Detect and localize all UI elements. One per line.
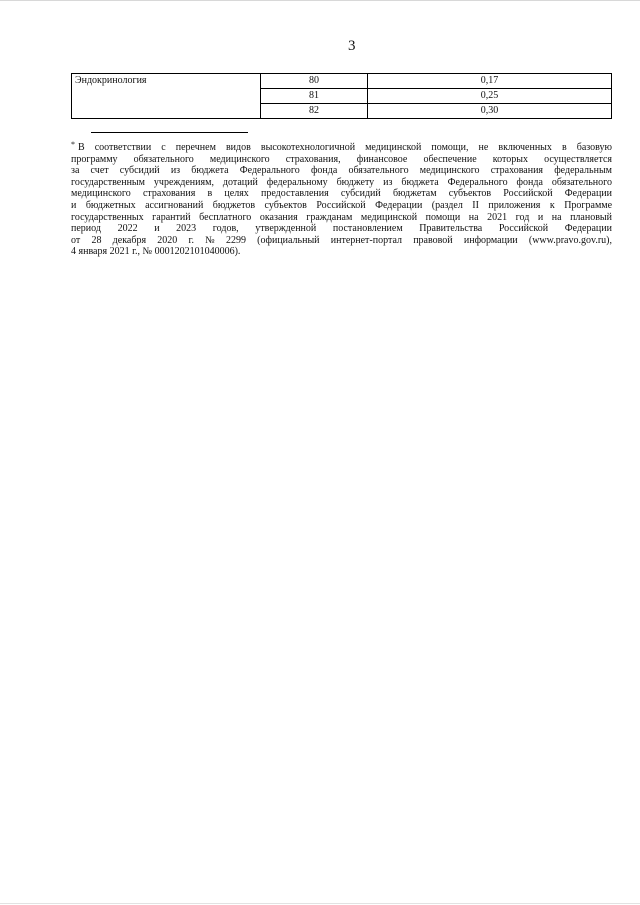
- footnote-line: и бюджетных ассигнований бюджетов субъектов Российской Федерации (раздел II приложения к Программе: [71, 199, 613, 211]
- coefficient-cell: 0,30: [368, 104, 612, 119]
- footnote-text: В соответствии с перечнем видов высокотехнологичной медицинской помощи, не включенных в базовую: [78, 142, 612, 153]
- page-number: 3: [348, 38, 356, 54]
- coefficient-cell: 0,25: [368, 89, 612, 104]
- table-row: [72, 74, 612, 89]
- footnote-marker: *: [71, 140, 75, 149]
- coefficients-table: [71, 73, 612, 119]
- footnote-line: от 28 декабря 2020 г. № 2299 (официальный интернет-портал правовой информации (www.pravo.gov.ru),: [71, 234, 612, 246]
- page-top-edge: [0, 0, 640, 1]
- footnote-line: период 2022 и 2023 годов, утвержденной постановлением Правительства Российской Федерации: [71, 223, 612, 235]
- footnote-line: за счет субсидий из бюджета Федерального фонда обязательного медицинского страхования федеральным: [71, 165, 612, 177]
- coefficient-cell: 0,17: [368, 74, 612, 89]
- footnote-line: [71, 142, 612, 154]
- footnote-separator: [91, 132, 248, 133]
- footnote: [71, 142, 612, 258]
- footnote-line: государственных гарантий бесплатного оказания гражданам медицинской помощи на 2021 год и на плановый: [71, 211, 612, 223]
- row-number-cell: 80: [261, 74, 368, 89]
- footnote-line: 4 января 2021 г., № 0001202101040006).: [71, 246, 241, 258]
- footnote-line: программу обязательного медицинского страхования, финансовое обеспечение которых осуществляется: [71, 153, 612, 165]
- row-number-cell: 81: [261, 89, 368, 104]
- page-bottom-edge: [0, 903, 640, 904]
- row-number-cell: 82: [261, 104, 368, 119]
- footnote-line: медицинского страхования в целях предоставления субсидий бюджетам субъектов Российской Федерации: [71, 188, 612, 200]
- section-cell: Эндокринология: [72, 74, 261, 119]
- footnote-line: государственным учреждениям, дотаций федеральному бюджету из бюджета Федерального фонда обязательного: [71, 176, 612, 188]
